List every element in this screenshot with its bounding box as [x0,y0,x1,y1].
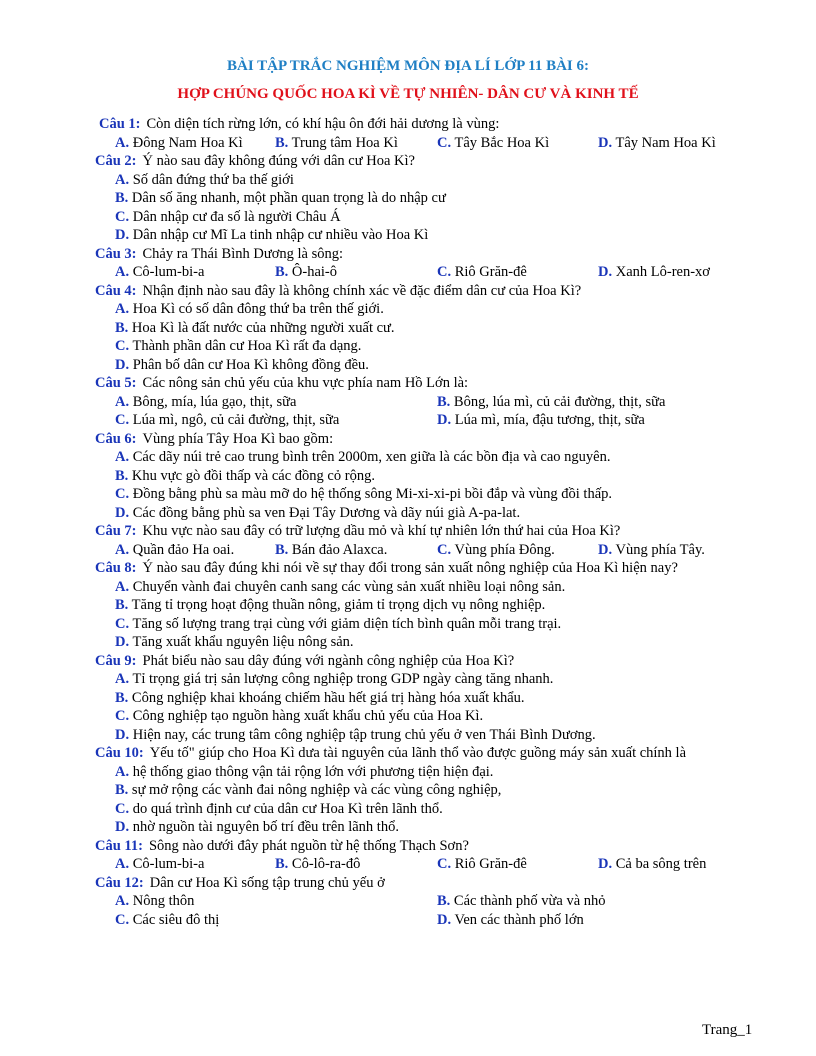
option-text: Bông, lúa mì, củ cải đường, thịt, sữa [453,393,666,410]
option-row [95,448,795,467]
option-text: Cả ba sông trên [615,856,707,872]
option-text: do quá trình định cư của dân cư Hoa Kì trên lãnh thổ. [132,800,443,817]
option-text: Các siêu đô thị [132,911,220,928]
question-12 [95,874,795,930]
option-letter: D. [115,504,130,521]
option-letter: A. [115,134,130,151]
option-row [95,485,795,504]
option-letter: D. [115,356,130,373]
answer-option [115,135,243,151]
option-text: Lúa mì, mía, đậu tương, thịt, sữa [454,412,645,428]
answer-option [598,856,706,872]
option-text: Tăng xuất khẩu nguyên liệu nông sản. [132,634,354,650]
option-letter: B. [115,190,129,206]
answer-option [115,209,341,225]
option-row [95,337,795,356]
option-text: Các đồng bằng phù sa ven Đại Tây Dương và dãy núi già A-pa-lat. [132,504,521,521]
option-text: Trung tâm Hoa Kì [291,134,398,151]
option-row [95,171,795,190]
question-stem [95,559,795,578]
option-letter: D. [437,911,452,928]
option-letter: A. [115,301,130,317]
option-letter: A. [115,393,130,410]
option-letter: A. [115,264,130,280]
question-1 [95,115,795,152]
option-letter: C. [115,800,130,817]
option-letter: D. [598,541,613,558]
answer-option [115,912,219,928]
option-letter: C. [115,911,130,928]
option-letter: D. [598,264,613,280]
option-letter: C. [437,134,452,151]
option-letter: A. [115,578,130,595]
option-letter: C. [115,615,130,632]
option-row [95,467,795,486]
answer-option [115,856,204,872]
option-letter: B. [115,689,129,706]
option-row [95,578,795,597]
option-row [95,781,795,800]
answer-option [115,338,361,354]
option-letter: A. [115,856,130,872]
option-letter: D. [115,819,130,835]
option-text: Các dãy núi trẻ cao trung bình trên 2000m, xen giữa là các bồn địa và cao nguyên. [132,449,611,465]
option-text: Tăng số lượng trang trại cùng với giảm diện tích bình quân mỗi trang trại. [132,615,562,632]
answer-option [115,542,234,558]
option-row [95,911,795,930]
answer-option [115,264,204,280]
question-2 [95,152,795,245]
option-row [95,300,795,319]
option-letter: C. [115,208,130,225]
option-text: hệ thống giao thông vận tải rộng lớn với phương tiện hiện đại. [132,763,494,780]
question-stem [95,115,795,134]
option-text: Dân nhập cư đa số là người Châu Á [132,208,341,225]
question-text: Nhận định nào sau đây là không chính xác về đặc điểm dân cư của Hoa Kì? [142,282,582,299]
option-text: Công nghiệp tạo nguồn hàng xuất khẩu chủ yếu của Hoa Kì. [132,708,484,724]
option-row [95,208,795,227]
answer-option [115,320,395,336]
answer-option [115,708,483,724]
option-letter: D. [115,726,130,743]
page-number: Trang_1 [702,1022,753,1038]
option-letter: B. [275,134,289,151]
option-text: Công nghiệp khai khoáng chiếm hầu hết giá trị hàng hóa xuất khẩu. [131,689,525,706]
answer-option [115,357,369,373]
question-stem [95,282,795,301]
question-text: Yếu tố" giúp cho Hoa Kì dưa tài nguyên của lãnh thổ vào được guồng máy sản xuất chính là [149,745,687,761]
option-text: Hoa Kì có số dân đông thứ ba trên thế giới. [132,301,384,317]
option-letter: A. [115,171,130,188]
answer-option [115,412,339,428]
question-stem [95,430,795,449]
option-letter: C. [437,264,452,280]
question-3 [95,245,795,282]
answer-option [115,764,493,780]
option-row [95,726,795,745]
answer-option [437,264,527,280]
option-text: Tây Bắc Hoa Kì [454,134,550,151]
option-row [95,541,795,560]
question-label: Câu 12: [95,874,144,891]
option-letter: B. [275,856,289,872]
question-label: Câu 9: [95,652,137,669]
option-text: Cô-lum-bi-a [132,856,205,872]
option-row [95,855,795,874]
answer-option [115,190,446,206]
question-label: Câu 6: [95,430,137,447]
answer-option [437,412,645,428]
answer-option [115,579,565,595]
option-letter: D. [115,634,130,650]
question-text: Các nông sản chủ yếu của khu vực phía nam Hồ Lớn là: [142,375,469,391]
answer-option [115,394,296,410]
question-label: Câu 1: [99,116,141,132]
option-text: nhờ nguồn tài nguyên bố trí đều trên lãnh thổ. [132,819,399,835]
option-text: Riô Grăn-đê [454,264,527,280]
question-label: Câu 8: [95,560,137,576]
answer-option [275,264,337,280]
option-letter: D. [598,856,613,872]
option-letter: C. [115,708,130,724]
option-row [95,393,795,412]
option-row [95,763,795,782]
question-4 [95,282,795,375]
option-text: Đông Nam Hoa Kì [132,134,243,151]
question-text: Ý nào sau đây đúng khi nói về sự thay đổi trong sản xuất nông nghiệp của Hoa Kì hiện nay? [142,560,678,576]
answer-option [437,135,549,151]
answer-option [115,671,553,687]
answer-option [115,616,561,632]
answer-option [437,912,584,928]
option-row [95,134,795,153]
question-text: Sông nào dưới đây phát nguồn từ hệ thống Thạch Sơn? [148,837,469,854]
option-row [95,670,795,689]
option-text: Bán đảo Alaxca. [291,541,388,558]
option-row [95,226,795,245]
question-6 [95,430,795,523]
option-text: Ven các thành phố lớn [454,911,584,928]
question-stem [95,374,795,393]
answer-option [115,505,520,521]
option-letter: A. [115,449,130,465]
question-7 [95,522,795,559]
option-text: Ô-hai-ô [291,264,338,280]
answer-option [115,801,443,817]
answer-option [115,468,375,484]
option-letter: A. [115,763,130,780]
option-letter: B. [115,319,129,336]
answer-option [598,542,705,558]
answer-option [115,449,610,465]
answer-option [437,893,606,909]
option-row [95,596,795,615]
question-label: Câu 2: [95,153,137,169]
option-text: Xanh Lô-ren-xơ [615,264,710,280]
question-text: Dân cư Hoa Kì sống tập trung chủ yếu ở [149,874,385,891]
option-letter: B. [437,893,451,909]
question-stem [95,522,795,541]
question-stem [95,245,795,264]
option-text: Phân bố dân cư Hoa Kì không đồng đều. [132,356,369,373]
question-list [95,115,795,929]
answer-option [115,782,501,798]
question-stem [95,152,795,171]
option-text: Cô-lô-ra-đô [291,856,361,872]
question-stem [95,874,795,893]
answer-option [115,690,525,706]
option-text: Bông, mía, lúa gạo, thịt, sữa [132,393,297,410]
option-letter: B. [115,782,129,798]
option-row [95,263,795,282]
answer-option [115,486,612,502]
option-letter: D. [598,134,613,151]
question-label: Câu 5: [95,375,137,391]
option-letter: A. [115,893,130,909]
answer-option [275,135,398,151]
question-text: Phát biểu nào sau dây đúng với ngành công nghiệp của Hoa Kì? [142,652,515,669]
question-label: Câu 7: [95,523,137,539]
option-text: Vùng phía Đông. [454,541,555,558]
option-letter: C. [115,338,130,354]
option-text: Khu vực gò đồi thấp và các đồng cỏ rộng. [131,467,375,484]
option-text: Số dân đứng thứ ba thế giới [132,171,294,188]
question-label: Câu 10: [95,745,144,761]
option-row [95,689,795,708]
option-row [95,800,795,819]
question-8 [95,559,795,652]
option-letter: A. [115,671,130,687]
option-letter: C. [115,412,130,428]
option-row [95,615,795,634]
option-letter: D. [115,227,130,243]
option-text: Tỉ trọng giá trị sản lượng công nghiệp trong GDP ngày càng tăng nhanh. [132,671,554,687]
option-letter: B. [275,264,289,280]
option-letter: B. [275,541,289,558]
question-text: Khu vực nào sau đây có trữ lượng dầu mỏ và khí tự nhiên lớn thứ hai của Hoa Kì? [142,523,621,539]
answer-option [115,634,354,650]
answer-option [437,856,527,872]
document-subtitle: HỢP CHÚNG QUỐC HOA KÌ VỀ TỰ NHIÊN- DÂN CƯ VÀ KINH TẾ [177,86,639,102]
answer-option [275,856,360,872]
option-row [95,356,795,375]
option-row [95,319,795,338]
answer-option [437,542,555,558]
answer-option [115,597,545,613]
option-text: sự mở rộng các vành đai nông nghiệp và các vùng công nghiệp, [131,782,502,798]
option-text: Vùng phía Tây. [615,541,705,558]
option-row [95,633,795,652]
option-row [95,707,795,726]
question-text: Ý nào sau đây không đúng với dân cư Hoa Kì? [142,153,415,169]
question-text: Chảy ra Thái Bình Dương là sông: [142,245,344,262]
option-text: Lúa mì, ngô, củ cải đường, thịt, sữa [132,412,340,428]
option-text: Tăng tỉ trọng hoạt động thuần nông, giảm tỉ trọng dịch vụ nông nghiệp. [131,597,546,613]
option-text: Các thành phố vừa và nhỏ [453,893,606,909]
option-letter: B. [115,597,129,613]
question-10 [95,744,795,837]
question-stem [95,744,795,763]
option-row [95,504,795,523]
question-label: Câu 11: [95,837,143,854]
option-text: Dân nhập cư Mĩ La tinh nhập cư nhiều vào Hoa Kì [132,227,429,243]
answer-option [115,727,596,743]
option-row [95,189,795,208]
option-text: Tây Nam Hoa Kì [615,134,716,151]
option-text: Quần đảo Ha oai. [132,541,235,558]
answer-option [115,301,384,317]
question-5 [95,374,795,430]
answer-option [115,172,294,188]
option-text: Riô Grăn-đê [454,856,527,872]
question-label: Câu 4: [95,282,137,299]
option-text: Hiện nay, các trung tâm công nghiệp tập trung chủ yếu ở ven Thái Bình Dương. [132,726,596,743]
option-row [95,892,795,911]
question-9 [95,652,795,745]
answer-option [115,227,428,243]
option-text: Nông thôn [132,893,195,909]
question-11 [95,837,795,874]
question-stem [95,652,795,671]
option-text: Chuyển vành đai chuyên canh sang các vùng sản xuất nhiều loại nông sản. [132,578,566,595]
option-letter: A. [115,541,130,558]
answer-option [598,264,710,280]
answer-option [115,893,194,909]
option-text: Thành phần dân cư Hoa Kì rất đa dạng. [132,338,362,354]
option-letter: D. [437,412,452,428]
option-letter: C. [437,856,452,872]
option-row [95,411,795,430]
answer-option [437,394,665,410]
option-letter: B. [115,467,129,484]
answer-option [275,542,387,558]
question-stem [95,837,795,856]
answer-option [598,135,716,151]
option-letter: C. [437,541,452,558]
question-label: Câu 3: [95,245,137,262]
option-text: Cô-lum-bi-a [132,264,205,280]
option-text: Hoa Kì là đất nước của những người xuất cư. [131,319,395,336]
question-text: Vùng phía Tây Hoa Kì bao gồm: [142,430,334,447]
answer-option [115,819,399,835]
question-text: Còn diện tích rừng lớn, có khí hậu ôn đới hải dương là vùng: [146,116,500,132]
option-letter: B. [437,393,451,410]
option-row [95,818,795,837]
option-text: Dân số ăng nhanh, một phần quan trọng là do nhập cư [131,190,446,206]
option-text: Đồng bằng phù sa màu mỡ do hệ thống sông Mi-xi-xi-pi bồi đắp và vùng đồi thấp. [132,486,612,502]
option-letter: C. [115,486,130,502]
document-title: BÀI TẬP TRẮC NGHIỆM MÔN ĐỊA LÍ LỚP 11 BÀI 6: [227,58,589,74]
